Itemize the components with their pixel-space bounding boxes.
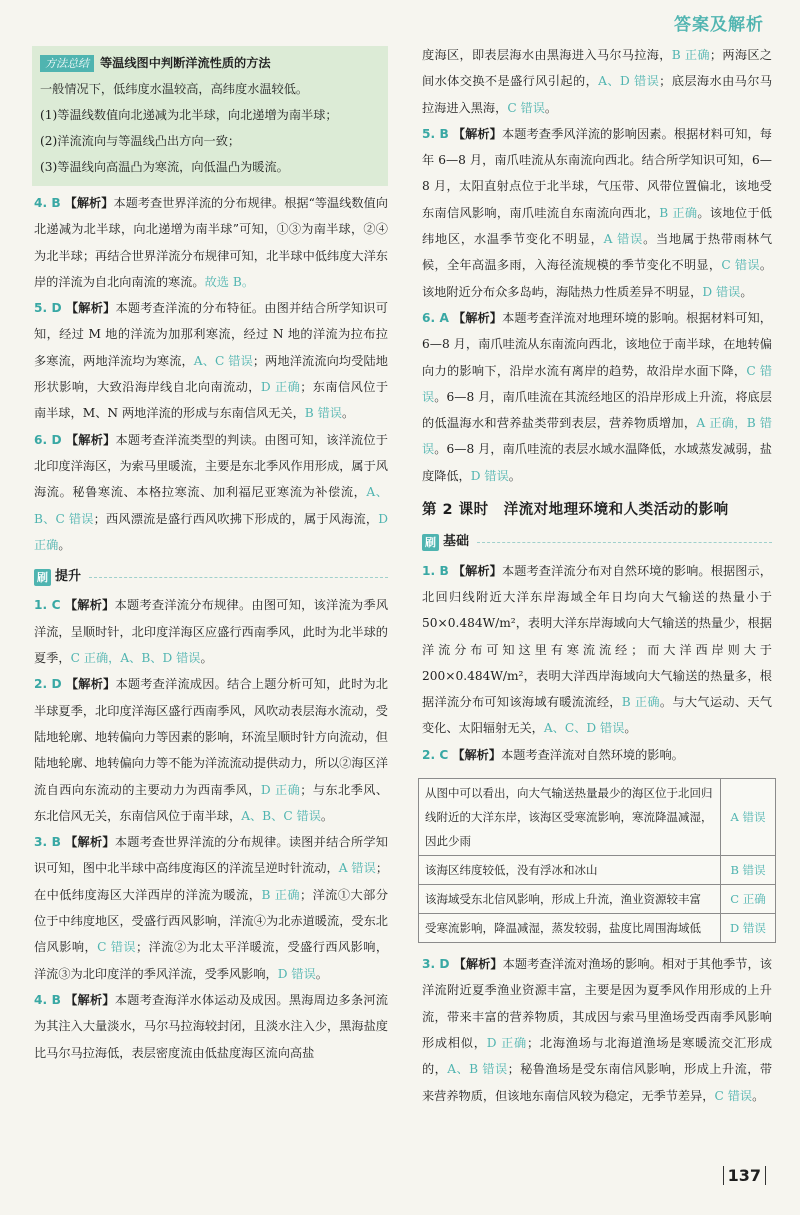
answer-conclusion: A、B、C 错误	[34, 485, 388, 526]
answer-text: ；与东北季风、东北信风无关，东南信风位于南半球，	[34, 782, 389, 823]
answer-text: ；两地洋流流向均受陆地形状影响，大致沿海岸线自北向南流动，	[34, 353, 388, 395]
answer-item-continued	[422, 42, 772, 121]
answer-text: 本题考查洋流对自然环境的影响。	[501, 747, 684, 762]
table-cell-result: A 错误	[721, 779, 776, 856]
answer-text: 。	[58, 537, 71, 552]
analysis-tag: 【解析】	[452, 563, 502, 578]
analysis-tag: 【解析】	[64, 598, 115, 613]
table-cell-text: 受寒流影响，降温减湿，蒸发较弱，盐度比周围海域低	[419, 914, 721, 943]
answer-conclusion: C 正确，A、B、D 错误	[70, 651, 201, 666]
answer-text: ；洋流①大部分位于中纬度地区，受盛行西风影响，洋流④为北赤道暖流，受东北信风影响，	[34, 887, 389, 955]
section-title: 基础	[443, 534, 470, 550]
header-title: 答案及解析	[674, 15, 764, 35]
answer-text: 本题考查世界洋流的分布规律。读图并结合所学知识可知，图中北半球中高纬度海区的洋流呈逆时针流动，	[34, 835, 388, 876]
analysis-tag: 【解析】	[452, 126, 502, 141]
answer-text: ；秘鲁渔场是受东南信风影响，形成上升流，带来营养物质，但该地东南信风较为稳定，无季节差异，	[422, 1062, 773, 1103]
answer-item	[422, 121, 772, 305]
answer-text: ；西风漂流是盛行西风吹拂下形成的，属于风海流，	[93, 511, 379, 526]
answer-text: ；东南信风位于南半球，M、N 两地洋流的形成与东南信风无关，	[34, 380, 389, 421]
answer-text: ；北海渔场与北海道渔场是寒暖流交汇形成的，	[422, 1035, 773, 1077]
answer-item	[422, 558, 772, 742]
summary-line: (3)等温线向高温凸为寒流，向低温凸为暖流。	[40, 160, 289, 174]
answer-conclusion: D 错误	[277, 966, 316, 981]
answer-item	[34, 829, 388, 987]
section-rule	[89, 577, 388, 578]
answer-text: 本题考查洋流分布对自然环境的影响。根据图示，北回归线附近大洋东岸海域全年日均向大气输送的热量小于 50×0.484W/m²，表明大洋东岸海域向大气输送的热量少，根据洋流分布可知这里有寒流流经；而大洋西岸则大于 200×0.484W/m²，表明大洋西岸海域向大气输送的热量多，根据洋流分布可知该海域有暖流流经，	[422, 563, 772, 710]
answer-conclusion: B 正确	[659, 205, 698, 220]
table-cell-text: 该海域受东北信风影响，形成上升流，渔业资源较丰富	[419, 885, 721, 914]
answer-number: 4. B	[34, 196, 61, 210]
answer-item	[422, 742, 772, 768]
analysis-tag: 【解析】	[65, 677, 116, 692]
answer-text: 。	[740, 284, 753, 299]
answer-conclusion: B 正确	[671, 48, 710, 62]
answer-conclusion: A、B、C 错误	[241, 808, 321, 823]
answer-number: 3. D	[422, 957, 450, 972]
table-row	[419, 914, 776, 943]
table-cell-result: C 正确	[721, 885, 776, 914]
analysis-tag: 【解析】	[65, 301, 116, 316]
answer-conclusion: A 正确，B 错误	[422, 416, 772, 457]
answer-text: ；底层海水由马尔马拉海进入黑海，	[422, 74, 773, 115]
answer-item	[34, 427, 388, 558]
analysis-tag: 【解析】	[64, 992, 115, 1007]
analysis-tag: 【解析】	[65, 432, 116, 447]
answer-text: 本题考查洋流的分布特征。由图并结合所学知识可知，经过 M 地的洋流为加那利寒流，经过 N 地的洋流为拉布拉多寒流，两地洋流均为寒流，	[34, 301, 388, 368]
section-badge: 刷	[34, 569, 51, 586]
answer-text: 。该地附近分布众多岛屿，海陆热力性质差异不明显，	[422, 258, 772, 299]
page-number: 137	[723, 1166, 766, 1185]
answer-conclusion: C 错误	[507, 100, 545, 115]
section-badge: 刷	[422, 534, 439, 551]
answer-number: 2. C	[422, 747, 449, 762]
answer-conclusion: C 错误	[714, 1088, 753, 1103]
answer-item	[422, 305, 772, 489]
answer-text: 。	[315, 966, 328, 981]
answer-conclusion: B 错误	[304, 406, 342, 421]
right-column	[422, 42, 772, 1109]
summary-line: 一般情况下，低纬度水温较高，高纬度水温较低。	[40, 82, 309, 96]
table-row	[419, 779, 776, 856]
answer-conclusion: D 正确	[260, 782, 301, 797]
answer-conclusion: 故选 B。	[204, 274, 255, 289]
answer-text: 度海区，即表层海水由黑海进入马尔马拉海，	[422, 48, 672, 62]
lesson-title: 第 2 课时 洋流对地理环境和人类活动的影响	[422, 502, 729, 519]
answer-conclusion: D 错误	[702, 284, 741, 299]
table-cell-text: 该海区纬度较低，没有浮冰和冰山	[419, 856, 721, 885]
answer-conclusion: B 正确	[621, 695, 660, 710]
table-cell-text: 从图中可以看出，向大气输送热量最少的海区位于北回归线附近的大洋东岸，该海区受寒流影响，寒流降温减湿，因此少雨	[419, 779, 721, 856]
answer-text: 。与大气运动、天气变化、太阳辐射无关，	[422, 695, 772, 736]
answer-conclusion: C 错误	[97, 940, 137, 955]
left-column	[34, 46, 388, 1066]
answer-conclusion: A、C 错误	[193, 353, 253, 368]
summary-line: (2)洋流流向与等温线凸出方向一致；	[40, 134, 241, 148]
answer-text: 。6—8 月，南爪哇流的表层水域水温降低，水域蒸发减弱，盐度降低，	[422, 442, 772, 483]
answer-text: 本题考查洋流对地理环境的影响。根据材料可知，6—8 月，南爪哇流从东南流向西北，该地位于南半球，在地转偏向力的影响下，沿岸水流有离岸的趋势，故沿岸水面下降，	[422, 310, 772, 378]
method-summary-box	[32, 46, 388, 186]
answer-text: 。	[200, 651, 213, 666]
section-title: 提升	[55, 569, 82, 585]
answer-text: 。当地属于热带雨林气候，全年高温多雨，入海径流规模的季节变化不明显，	[422, 232, 773, 273]
answer-number: 4. B	[34, 992, 61, 1007]
answer-text: 本题考查洋流类型的判读。由图可知，该洋流位于北印度洋海区，为索马里暖流，主要是东北季风作用形成，属于风海流。秘鲁寒流、本格拉寒流、加利福尼亚寒流为补偿流，	[34, 432, 388, 500]
answer-item	[422, 951, 772, 1109]
analysis-tag: 【解析】	[64, 835, 115, 850]
answer-conclusion: C 错误	[422, 363, 773, 404]
answer-conclusion: D 正确	[34, 511, 389, 552]
section-heading-advanced	[34, 564, 388, 590]
answer-conclusion: C 错误	[721, 258, 760, 273]
answer-text: 本题考查世界洋流的分布规律。根据“等温线数值向北递减为北半球，向北递增为南半球”可知，①③为南半球，②④为北半球；再结合世界洋流分布规律可知，北半球中低纬度大洋东岸的洋流为自北向南流的寒流。	[34, 196, 388, 289]
table-row	[419, 856, 776, 885]
answer-item	[34, 295, 388, 426]
answer-number: 3. B	[34, 835, 61, 850]
summary-line: (1)等温线数值向北递减为北半球，向北递增为南半球；	[40, 108, 338, 122]
analysis-tag: 【解析】	[452, 747, 502, 762]
section-rule	[477, 542, 772, 543]
analysis-table	[418, 778, 776, 943]
answer-text: 。	[342, 406, 355, 421]
answer-text: 本题考查海洋水体运动及成因。黑海周边多条河流为其注入大量淡水，马尔马拉海较封闭，且淡水注入少，黑海盐度比马尔马拉海低，表层密度流由低盐度海区流向高盐	[34, 992, 388, 1060]
answer-text: 。	[624, 721, 637, 736]
answer-item	[34, 592, 388, 671]
answer-text: 本题考查洋流成因。结合上题分析可知，此时为北半球夏季，北印度洋海区盛行西南季风，风吹动表层海水流动，受陆地轮廓、地转偏向力等因素的影响，环流呈顺时针方向流动，但陆地轮廓、地转偏向力等不能为洋流流动提供动力，所以②海区洋流自西向东流动的主要动力为西南季风，	[34, 677, 388, 797]
answer-conclusion: D 错误	[470, 468, 509, 483]
answer-conclusion: A 错误	[338, 861, 376, 876]
analysis-tag: 【解析】	[452, 310, 503, 325]
answer-text: 本题考查洋流对渔场的影响。相对于其他季节，该洋流附近夏季渔业资源丰富，主要是因为夏季风作用形成的上升流，带来丰富的营养物质，其成因与索马里渔场受西南季风影响形成相似，	[422, 957, 772, 1050]
section-heading-basic	[422, 529, 772, 555]
answer-number: 5. D	[34, 301, 62, 316]
answer-number: 6. A	[422, 310, 449, 325]
answer-conclusion: A、C、D 错误	[543, 721, 625, 736]
answer-item	[34, 671, 388, 829]
analysis-tag: 【解析】	[453, 957, 503, 972]
answer-conclusion: A、D 错误	[598, 74, 660, 89]
answer-text: 。	[508, 468, 521, 483]
answer-number: 1. B	[422, 563, 449, 578]
summary-title: 等温线图中判断洋流性质的方法	[100, 56, 271, 70]
answer-item	[34, 190, 388, 295]
table-cell-result: B 错误	[721, 856, 776, 885]
answer-text: 本题考查洋流分布规律。由图可知，该洋流为季风洋流，呈顺时针，北印度洋海区应盛行西南季风，此时为北半球的夏季，	[34, 598, 389, 666]
answer-conclusion: B 正确	[261, 887, 300, 902]
answer-text: ；在中低纬度海区大洋西岸的洋流为暖流，	[34, 861, 388, 902]
summary-tag: 方法总结	[40, 55, 94, 72]
answer-text: 。	[544, 100, 558, 115]
answer-conclusion: A 错误	[603, 232, 644, 247]
answer-conclusion: D 正确	[260, 380, 301, 395]
answer-text: ；洋流②为北太平洋暖流，受盛行西风影响，洋流③为北印度洋的季风洋流，受季风影响，	[34, 940, 389, 981]
answer-text: 。	[752, 1088, 765, 1103]
answer-number: 2. D	[34, 677, 62, 692]
answer-text: 。该地位于低纬地区，水温季节变化不明显，	[422, 205, 772, 247]
answer-text: 本题考查季风洋流的影响因素。根据材料可知，每年 6—8 月，南爪哇流从东南流向西北。结合所学知识可知，6—8 月，太阳直射点位于北半球，气压带、风带位置偏北，该地受东南信风影响，南爪哇流自东南流向西北，	[422, 126, 772, 220]
answer-conclusion: A、B 错误	[447, 1062, 508, 1077]
answer-text: ；两海区之间水体交换不是盛行风引起的，	[422, 48, 772, 89]
answer-number: 1. C	[34, 598, 61, 613]
answer-number: 6. D	[34, 432, 62, 447]
table-cell-result: D 错误	[721, 914, 776, 943]
analysis-tag: 【解析】	[64, 196, 114, 210]
table-row	[419, 885, 776, 914]
answer-item	[34, 987, 388, 1066]
answer-text: 。	[320, 808, 334, 823]
answer-number: 5. B	[422, 126, 449, 141]
answer-conclusion: D 正确	[486, 1035, 527, 1050]
answer-text: 。6—8 月，南爪哇流在其流经地区的沿岸形成上升流，将底层的低温海水和营养盐类带到表层，营养物质增加，	[422, 389, 772, 431]
